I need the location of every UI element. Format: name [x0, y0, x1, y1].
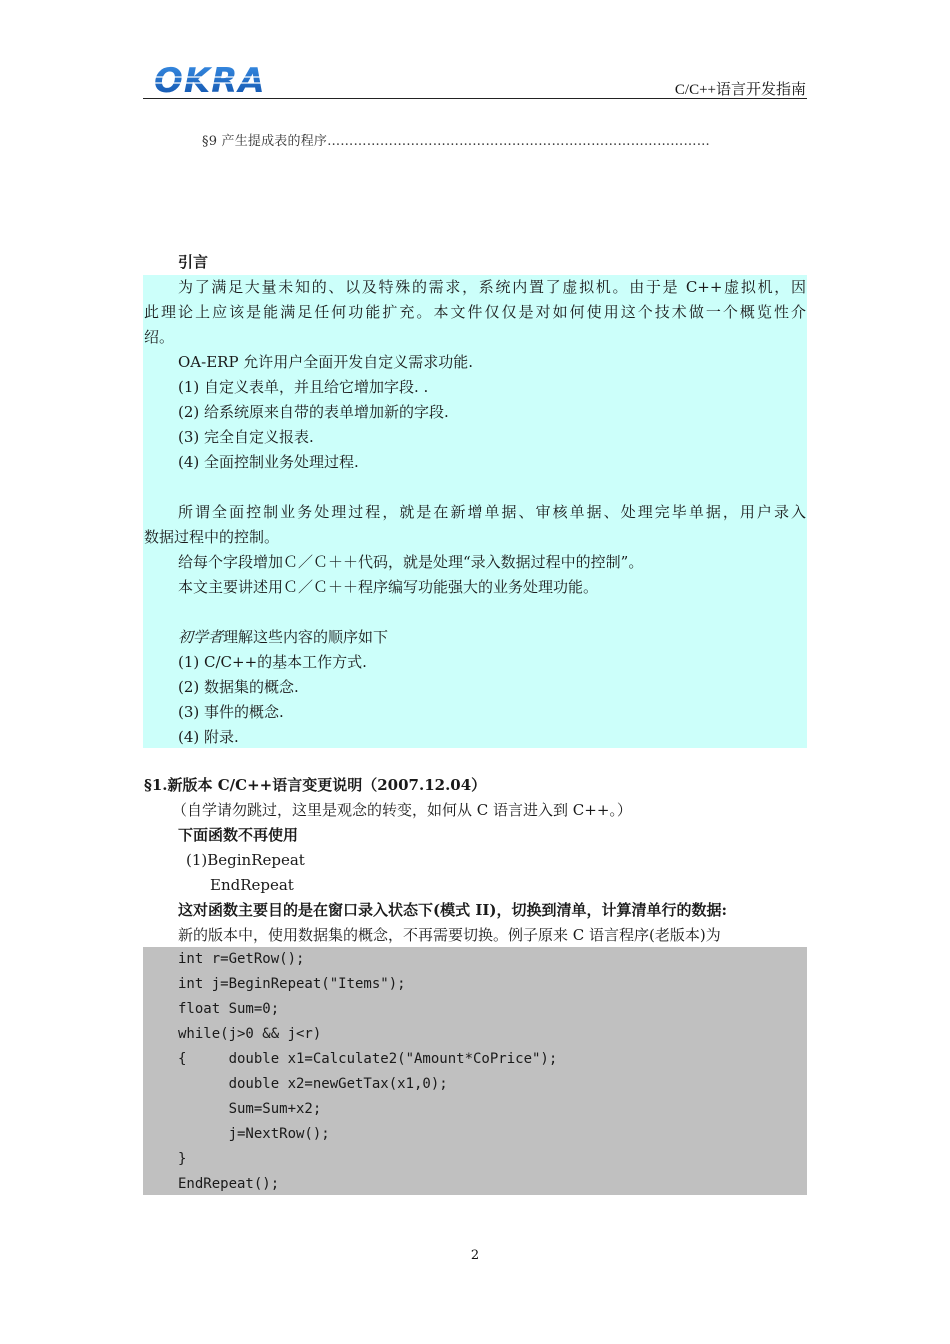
feature-item: (1) 自定义表单，并且给它增加字段. . — [178, 378, 429, 396]
main-topic-paragraph: 本文主要讲述用Ｃ／Ｃ＋＋程序编写功能强大的业务处理功能。 — [178, 578, 599, 596]
feature-item: (2) 给系统原来自带的表单增加新的字段. — [178, 403, 449, 421]
code-line: { double x1=Calculate2("Amount*CoPrice"); — [178, 1051, 558, 1067]
page-number: 2 — [470, 1248, 480, 1263]
feature-item: (3) 完全自定义报表. — [178, 428, 314, 446]
code-line: j=NextRow(); — [178, 1126, 330, 1142]
feature-item: (4) 全面控制业务处理过程. — [178, 453, 359, 471]
beginner-line — [178, 625, 388, 650]
order-item: (3) 事件的概念. — [178, 703, 284, 721]
intro-heading: 引言 — [178, 253, 209, 271]
order-item: (4) 附录. — [178, 728, 239, 746]
intro-paragraph-line: 此理论上应该是能满足任何功能扩充。本文件仅仅是对如何使用这个技术做一个概览性介 — [144, 303, 806, 321]
purpose-line: 这对函数主要目的是在窗口录入状态下(模式 II)，切换到清单，计算清单行的数据: — [178, 901, 727, 919]
toc-entry: §9 产生提成表的程序…………………………………………………………………………… — [202, 134, 710, 149]
beginner-text: 理解这些内容的顺序如下 — [223, 628, 389, 646]
intro-paragraph-line: 绍。 — [144, 328, 175, 346]
deprecated-function: (1)BeginRepeat — [186, 851, 305, 869]
svg-text:OKRA: OKRA — [154, 62, 266, 98]
code-line: int j=BeginRepeat("Items"); — [178, 976, 406, 992]
order-item: (1) C/C++的基本工作方式. — [178, 653, 367, 671]
deprecated-function: EndRepeat — [210, 876, 294, 894]
code-line: Sum=Sum+x2; — [178, 1101, 322, 1117]
order-item: (2) 数据集的概念. — [178, 678, 299, 696]
intro-paragraph-line: 为了满足大量未知的、以及特殊的需求，系统内置了虚拟机。由于是 C++虚拟机，因 — [178, 278, 806, 296]
code-line: } — [178, 1151, 187, 1167]
process-paragraph-line: 所谓全面控制业务处理过程，就是在新增单据、审核单据、处理完毕单据，用户录入 — [178, 503, 806, 521]
code-line: while(j>0 && j<r) — [178, 1026, 322, 1042]
section1-heading: §1.新版本 C/C++语言变更说明（2007.12.04） — [144, 776, 487, 794]
header-title: C/C++语言开发指南 — [674, 82, 806, 98]
code-line: double x2=newGetTax(x1,0); — [178, 1076, 448, 1092]
code-line: float Sum=0; — [178, 1001, 280, 1017]
code-line: int r=GetRow(); — [178, 951, 305, 967]
section1-note: （自学请勿跳过，这里是观念的转变，如何从 C 语言进入到 C++。） — [172, 801, 632, 819]
section1-subheading: 下面函数不再使用 — [178, 826, 299, 844]
beginner-label: 初学者 — [178, 628, 224, 646]
header-divider — [143, 98, 807, 99]
new-version-line: 新的版本中，使用数据集的概念，不再需要切换。例子原来 C 语言程序(老版本)为 — [178, 926, 721, 944]
oa-erp-line: OA-ERP 允许用户全面开发自定义需求功能. — [178, 353, 474, 371]
process-paragraph-line: 数据过程中的控制。 — [144, 528, 280, 546]
okra-logo — [150, 62, 275, 98]
code-paragraph: 给每个字段增加Ｃ／Ｃ＋＋代码，就是处理“录入数据过程中的控制”。 — [178, 553, 644, 571]
code-line: EndRepeat(); — [178, 1176, 280, 1192]
